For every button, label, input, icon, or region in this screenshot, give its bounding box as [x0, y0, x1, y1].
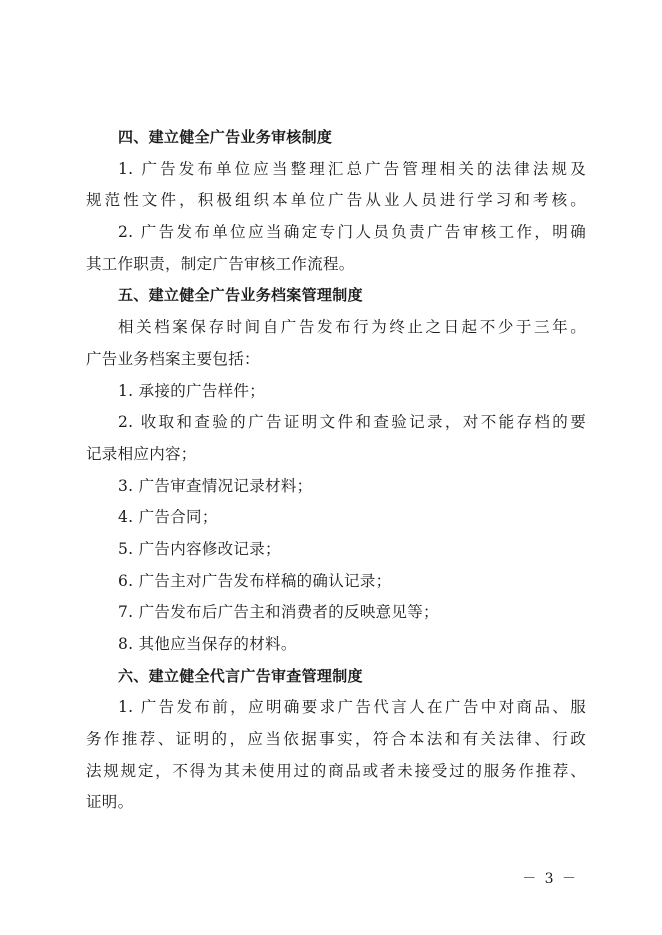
paragraph-line: 法规规定，不得为其未使用过的商品或者未接受过的服务作推荐、	[86, 761, 586, 780]
paragraph-line: 相关档案保存时间自广告发布行为终止之日起不少于三年。	[118, 318, 586, 337]
list-item: 1. 承接的广告样件；	[118, 381, 266, 400]
list-item: 4. 广告合同；	[118, 508, 218, 527]
list-item: 8. 其他应当保存的材料。	[118, 635, 297, 653]
section-heading: 五、建立健全广告业务档案管理制度	[118, 286, 363, 305]
list-item: 2. 收取和查验的广告证明文件和查验记录，对不能存档的要	[118, 413, 586, 432]
document-body	[86, 122, 586, 819]
list-item: 6. 广告主对广告发布样稿的确认记录；	[118, 571, 392, 590]
paragraph-line: 1. 广告发布前，应明确要求广告代言人在广告中对商品、服	[118, 698, 586, 717]
list-item: 3. 广告审查情况记录材料；	[118, 476, 313, 495]
paragraph-line: 其工作职责，制定广告审核工作流程。	[86, 254, 355, 273]
paragraph-line: 2. 广告发布单位应当确定专门人员负责广告审核工作，明确	[118, 223, 586, 242]
section-heading: 四、建立健全广告业务审核制度	[118, 128, 333, 146]
section-heading: 六、建立健全代言广告审查管理制度	[118, 666, 363, 685]
list-item: 7. 广告发布后广告主和消费者的反映意见等；	[118, 603, 439, 622]
paragraph-line: 证明。	[86, 793, 134, 812]
paragraph-line: 广告业务档案主要包括：	[86, 349, 260, 368]
list-item: 5. 广告内容修改记录；	[118, 539, 281, 558]
paragraph-line: 1. 广告发布单位应当整理汇总广告管理相关的法律法规及	[118, 159, 586, 178]
paragraph-line: 规范性文件，积极组织本单位广告从业人员进行学习和考核。	[86, 191, 586, 210]
paragraph-line: 记录相应内容；	[86, 444, 197, 463]
paragraph-line: 务作推荐、证明的，应当依据事实，符合本法和有关法律、行政	[86, 730, 586, 749]
page-number: － 3 －	[522, 871, 578, 887]
